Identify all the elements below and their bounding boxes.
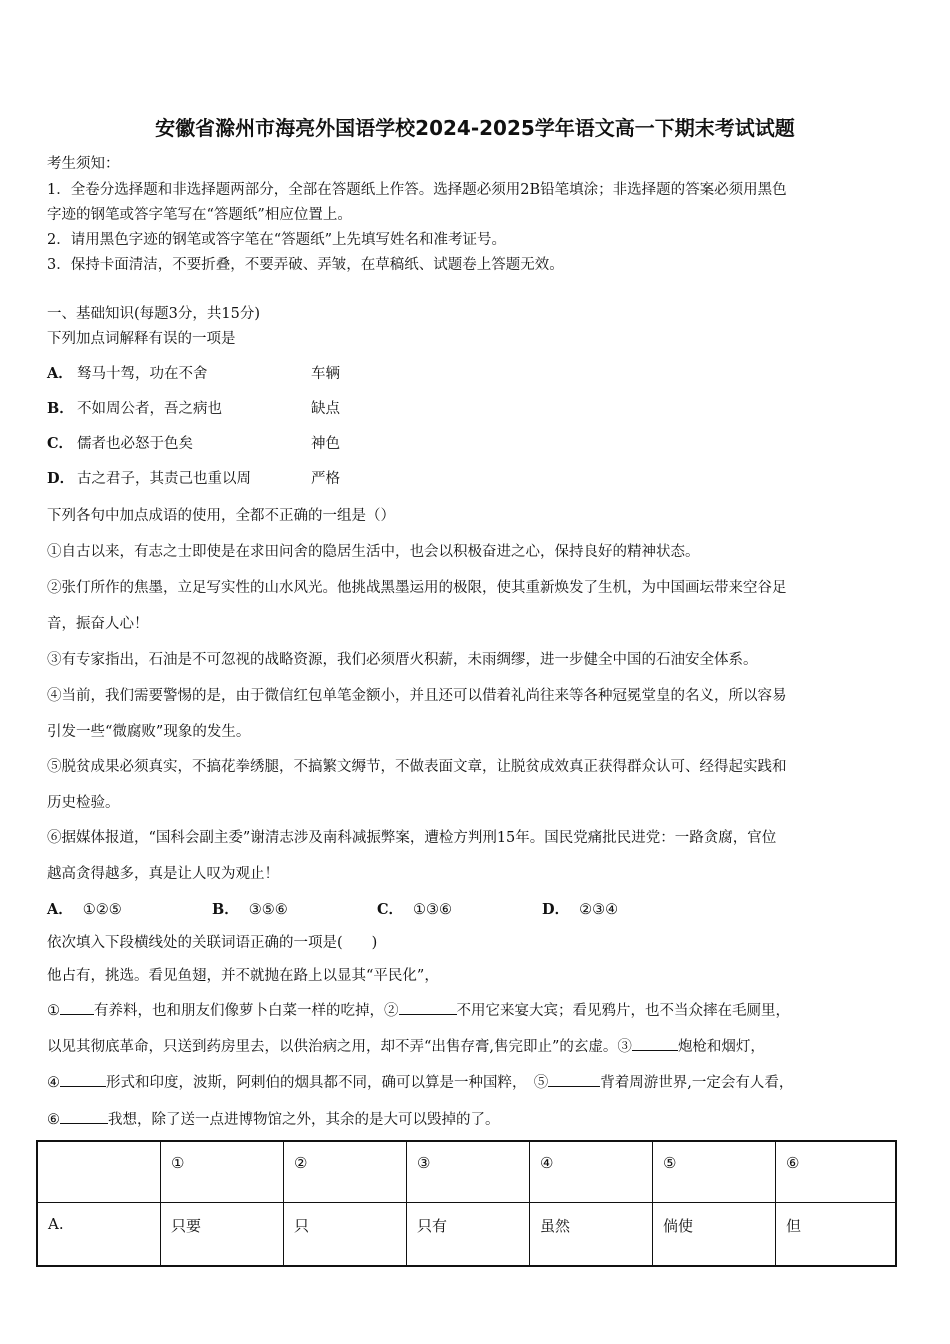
passage-text: 背着周游世界,一定会有人看， — [600, 1075, 794, 1091]
fill-blank-6[interactable] — [60, 1109, 108, 1124]
choice-label: C． — [377, 901, 404, 918]
table-cell: 只要 — [161, 1203, 284, 1267]
choice-text: ②③④ — [579, 902, 619, 918]
q3-passage-1 — [47, 999, 790, 1020]
option-label: A． — [47, 365, 73, 382]
choice-label: A． — [47, 901, 73, 918]
q3-stem: 依次填入下段横线处的关联词语正确的一项是( ) — [47, 935, 378, 951]
fill-blank-2[interactable] — [399, 1000, 457, 1015]
q2-choice-c — [377, 898, 542, 919]
option-text: 驽马十驾，功在不舍 — [77, 366, 208, 382]
q2-sentence-5b: 历史检验。 — [47, 795, 120, 811]
option-gloss: 车辆 — [311, 366, 340, 382]
table-row — [37, 1203, 896, 1267]
q2-sentence-1: ①自古以来，有志之士即使是在求田问舍的隐居生活中，也会以积极奋进之心，保持良好的精神状态。 — [47, 544, 700, 560]
option-gloss: 严格 — [311, 471, 340, 487]
notice-line-2: 2．请用黑色字迹的钢笔或答字笔在“答题纸”上先填写姓名和准考证号。 — [47, 232, 507, 248]
choice-text: ①②⑤ — [82, 902, 122, 918]
table-cell: 只有 — [407, 1203, 530, 1267]
option-text: 不如周公者，吾之病也 — [77, 401, 222, 417]
q2-sentence-4a: ④当前，我们需要警惕的是，由于微信红包单笔金额小，并且还可以借着礼尚往来等各种冠冕堂皇的名义，所以容易 — [47, 688, 787, 704]
blank-number: ⑥ — [47, 1112, 60, 1128]
table-cell: ② — [284, 1141, 407, 1203]
table-cell — [37, 1141, 161, 1203]
passage-text: 以见其彻底革命，只送到药房里去，以供治病之用，却不弄“出售存膏,售完即止”的玄虚。③ — [47, 1039, 632, 1055]
q2-choices — [47, 898, 707, 919]
option-text: 儒者也必怒于色矣 — [77, 436, 193, 452]
table-cell: 倘使 — [653, 1203, 776, 1267]
option-gloss: 缺点 — [311, 401, 340, 417]
fill-blank-1[interactable] — [60, 1000, 94, 1015]
q2-choice-d — [542, 898, 707, 919]
q2-sentence-6b: 越高贪得越多，真是让人叹为观止！ — [47, 866, 279, 882]
passage-text: 不用它来宴大宾；看见鸦片，也不当众摔在毛厕里， — [456, 1003, 790, 1019]
fill-blank-4[interactable] — [60, 1072, 106, 1087]
table-cell: ⑥ — [776, 1141, 897, 1203]
option-label: B． — [47, 400, 74, 417]
q2-sentence-2b: 音，振奋人心！ — [47, 616, 149, 632]
q2-sentence-6a: ⑥据媒体报道，“国科会副主委”谢清志涉及南科减振弊案，遭检方判刑15年。国民党痛批民进党：一路贪腐，官位 — [47, 830, 777, 846]
table-cell: A. — [37, 1203, 161, 1267]
blank-number: ④ — [47, 1075, 60, 1091]
q1-stem: 下列加点词解释有误的一项是 — [47, 331, 236, 347]
q1-option-c — [47, 432, 340, 453]
q1-option-a — [47, 362, 340, 383]
fill-blank-5[interactable] — [548, 1072, 600, 1087]
choice-text: ①③⑥ — [413, 902, 453, 918]
table-cell: 只 — [284, 1203, 407, 1267]
table-header-row — [37, 1141, 896, 1203]
choice-text: ③⑤⑥ — [248, 902, 288, 918]
passage-text: 炮枪和烟灯， — [677, 1039, 765, 1055]
passage-text: 我想，除了送一点进博物馆之外，其余的是大可以毁掉的了。 — [108, 1112, 500, 1128]
option-label: C． — [47, 435, 74, 452]
q2-sentence-4b: 引发一些“微腐败”现象的发生。 — [47, 724, 251, 740]
q1-option-d — [47, 467, 340, 488]
passage-text: 形式和印度，波斯，阿剌伯的烟具都不同，确可以算是一种国粹， ⑤ — [106, 1075, 549, 1091]
choice-label: D． — [542, 901, 570, 918]
table-cell: ④ — [530, 1141, 653, 1203]
fill-blank-3[interactable] — [632, 1036, 678, 1051]
table-cell: ③ — [407, 1141, 530, 1203]
option-gloss: 神色 — [311, 436, 340, 452]
table-cell: ⑤ — [653, 1141, 776, 1203]
q3-passage-2 — [47, 1035, 765, 1056]
option-label: D． — [47, 470, 75, 487]
q2-choice-a — [47, 898, 212, 919]
notice-line-1a: 1．全卷分选择题和非选择题两部分，全部在答题纸上作答。选择题必须用2B铅笔填涂；非选择题的答案必须用黑色 — [47, 182, 787, 198]
q2-sentence-2a: ②张仃所作的焦墨，立足写实性的山水风光。他挑战黑墨运用的极限，使其重新焕发了生机，为中国画坛带来空谷足 — [47, 580, 787, 596]
notice-heading: 考生须知： — [47, 156, 120, 172]
option-text: 古之君子，其责己也重以周 — [77, 471, 251, 487]
notice-line-1b: 字迹的钢笔或答字笔写在“答题纸”相应位置上。 — [47, 207, 352, 223]
q3-passage-4 — [47, 1108, 500, 1129]
table-cell: ① — [161, 1141, 284, 1203]
notice-line-3: 3．保持卡面清洁，不要折叠，不要弄破、弄皱，在草稿纸、试题卷上答题无效。 — [47, 257, 564, 273]
q2-sentence-3: ③有专家指出，石油是不可忽视的战略资源，我们必须厝火积薪，未雨绸缪，进一步健全中国的石油安全体系。 — [47, 652, 758, 668]
q3-passage-3 — [47, 1071, 793, 1092]
table-cell: 虽然 — [530, 1203, 653, 1267]
q1-option-b — [47, 397, 340, 418]
section-heading: 一、基础知识(每题3分，共15分) — [47, 306, 260, 322]
q2-choice-b — [212, 898, 377, 919]
passage-text: 有养料，也和朋友们像萝卜白菜一样的吃掉，② — [94, 1003, 399, 1019]
q2-stem: 下列各句中加点成语的使用，全都不正确的一组是（） — [47, 508, 395, 524]
exam-title: 安徽省滁州市海亮外国语学校2024-2025学年语文高一下期末考试试题 — [155, 116, 795, 140]
answer-table — [36, 1140, 897, 1267]
q2-sentence-5a: ⑤脱贫成果必须真实，不搞花拳绣腿，不搞繁文缛节，不做表面文章，让脱贫成效真正获得群众认可、经得起实践和 — [47, 759, 787, 775]
table-cell: 但 — [776, 1203, 897, 1267]
q3-passage-0: 他占有，挑选。看见鱼翅，并不就抛在路上以显其“平民化”， — [47, 968, 439, 984]
blank-number: ① — [47, 1003, 60, 1019]
choice-label: B． — [212, 901, 239, 918]
